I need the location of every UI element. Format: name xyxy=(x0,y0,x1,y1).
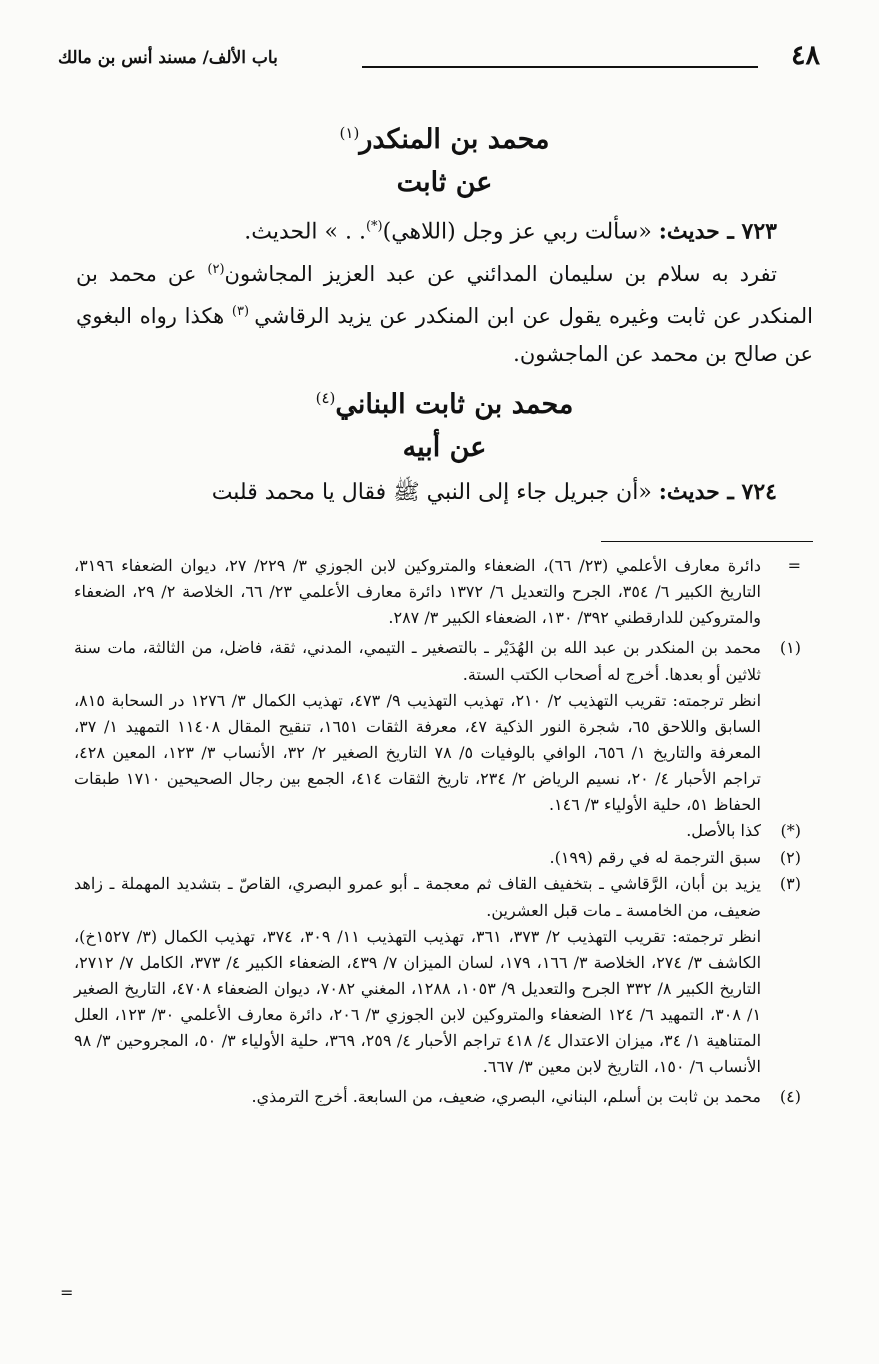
paragraph-text: تفرد به سلام بن سليمان المدائني عن عبد العزيز المجاشون xyxy=(224,262,778,287)
hadith-723 xyxy=(76,208,813,251)
footnote-star xyxy=(74,818,801,845)
heading-text: محمد بن المنكدر xyxy=(359,124,550,155)
paragraph-text: عن محمد بن المنكدر عن ثابت وغيره يقول عن ابن المنكدر عن يزيد الرقاشي xyxy=(76,262,813,329)
footnotes xyxy=(74,553,801,1111)
footnote-2 xyxy=(74,845,801,872)
footnote-marker: (٣) xyxy=(779,874,801,893)
footnote-4 xyxy=(74,1084,801,1111)
footnote-continues-marker: = xyxy=(60,1283,74,1302)
footnote-continuation xyxy=(74,553,801,631)
source-heading-father: عن أبيه xyxy=(402,432,487,464)
footnote-marker: (٤) xyxy=(779,1087,801,1106)
running-title: باب الألف/ مسند أنس بن مالك xyxy=(58,48,278,68)
footnote-marker: (٢) xyxy=(779,847,801,867)
page-header xyxy=(58,40,820,76)
hadith-text: «أن جبريل جاء إلى النبي ﷺ فقال يا محمد قلبت xyxy=(211,480,659,506)
footnote-text: محمد بن المنكدر بن عبد الله بن الهُدَيْر ـ بالتصغير ـ التيمي، المدني، ثقة، فاضل، من الثالثة، مات سنة ثلاثين أو بعدها. أخرج له أصحاب الكتب الستة. xyxy=(74,638,761,684)
hadith-724 xyxy=(76,473,813,512)
commentary-paragraph xyxy=(76,251,813,373)
footnote-text: كذا بالأصل. xyxy=(686,821,761,840)
footnote-ref: (٣) xyxy=(231,304,255,320)
footnote-marker: = xyxy=(787,556,801,575)
footnote-text: دائرة معارف الأعلمي (٢٣/ ٦٦)، الضعفاء والمتروكين لابن الجوزي ٣/ ٢٢٩/ ٢٧، ديوان الضعفاء ٣١٩٦، التاريخ الكبير ٦/ ٣٥٤، الجرح والتعديل ٦/ ١٣٧٢ دائرة معارف الأعلمي ٢٣/ ٦٦، الخلاصة ٢/ ٢٩، الضعفاء والمتروكين للدارقطني ٣٩٢/ ١٣٠، الضعفاء الكبير ٣/ ٢٨٧. xyxy=(74,556,762,627)
paragraph-text: هكذا رواه البغوي عن صالح بن محمد عن الماجشون. xyxy=(76,304,813,367)
source-heading-thabit: عن ثابت xyxy=(396,167,493,198)
page-number: ٤٨ xyxy=(790,40,820,71)
footnote-ref: (*) xyxy=(365,219,383,234)
footnote-text: يزيد بن أبان، الرَّقاشي ـ بتخفيف القاف ثم معجمة ـ أبو عمرو البصري، القاصّ ـ بتشديد المهملة ـ زاهد ضعيف، من الخامسة ـ مات قبل العشرين. xyxy=(74,874,761,920)
footnote-3-references: انظر ترجمته: تقريب التهذيب ٢/ ٣٧٣، ٣٦١، تهذيب التهذيب ١١/ ٣٠٩، ٣٧٤، تهذيب الكمال (٣/ ١٥٢٧خ)، الكاشف ٣/ ٢٧٤، الخلاصة ٣/ ١٦٦، ١٧٩، لسان الميزان ٧/ ٤٣٩، الضعفاء الكبير ٤/ ٣٧٣، الكامل ٧/ ٢٧١٢، التاريخ الكبير ٨/ ٣٣٢ الجرح والتعديل ٩/ ١٠٥٣، ١٢٨٨، المغني ٧٠٨٢، ديوان الضعفاء ٤٧٠٨، التاريخ الصغير ١/ ٣٠٨، التمهيد ٦/ ١٢٤ الضعفاء والمتروكين لابن الجوزي ٣/ ٢٠٦، دائرة معارف الأعلمي ٣٠/ ١٢٣، العلل المتناهية ١/ ٣٤، ميزان الاعتدال ٤/ ٤١٨ تراجم الأحبار ٤/ ٢٥٩، ٣٦٩، حلية الأولياء ٣/ ٥٠، المجروحين ٣/ ٩٨ الأنساب ٦/ ١٥٠، التاريخ لابن معين ٣/ ٦٦٧. xyxy=(74,927,762,1076)
footnote-marker: (*) xyxy=(780,821,801,840)
footnote-ref: (٢) xyxy=(207,262,225,278)
footnote-ref: (١) xyxy=(339,124,360,142)
heading-text: محمد بن ثابت البناني xyxy=(335,389,574,421)
footnote-1 xyxy=(74,635,801,688)
footnote-separator xyxy=(601,541,813,542)
footnote-marker: (١) xyxy=(779,638,801,657)
main-text xyxy=(76,108,813,512)
footnote-text: محمد بن ثابت بن أسلم، البناني، البصري، ضعيف، من السابعة. أخرج الترمذي. xyxy=(251,1087,761,1106)
footnote-text: سبق الترجمة له في رقم (١٩٩). xyxy=(549,847,761,867)
hadith-text: . . » الحديث. xyxy=(244,219,366,245)
hadith-number: ٧٢٣ ـ حديث: xyxy=(658,218,777,245)
narrator-heading-ibn-thabit xyxy=(76,373,813,423)
footnote-ref: (٤) xyxy=(315,389,336,408)
hadith-number: ٧٢٤ ـ حديث: xyxy=(658,479,777,506)
header-rule xyxy=(362,66,758,68)
hadith-text: «سألت ربي عز وجل (اللاهي) xyxy=(382,219,659,245)
narrator-heading-ibn-munkadir xyxy=(76,108,813,158)
footnote-3 xyxy=(74,871,801,924)
footnote-1-references: انظر ترجمته: تقريب التهذيب ٢/ ٢١٠، تهذيب التهذيب ٩/ ٤٧٣، تهذيب الكمال ٣/ ١٢٧٦ در السحابة ٨١٥، السابق واللاحق ٦٥، شجرة النور الذكية ٤٧، معرفة الثقات ١٦٥١، تنقيح المقال ١١٤٠٨ التمهيد ١/ ٣٧، المعرفة والتاريخ ١/ ٦٥٦، الوافي بالوفيات ٥/ ٧٨ التاريخ الصغير ٢/ ٣٢، الأنساب ٣/ ١٢٣، المعين ٤٢٨، تراجم الأحبار ٤/ ٢٠، نسيم الرياض ٢/ ٢٣٤، تاريخ الثقات ٤١٤، الجمع بين رجال الصحيحين ١٧١٠ طبقات الحفاظ ٥١، حلية الأولياء ٣/ ١٤٦. xyxy=(74,691,762,814)
